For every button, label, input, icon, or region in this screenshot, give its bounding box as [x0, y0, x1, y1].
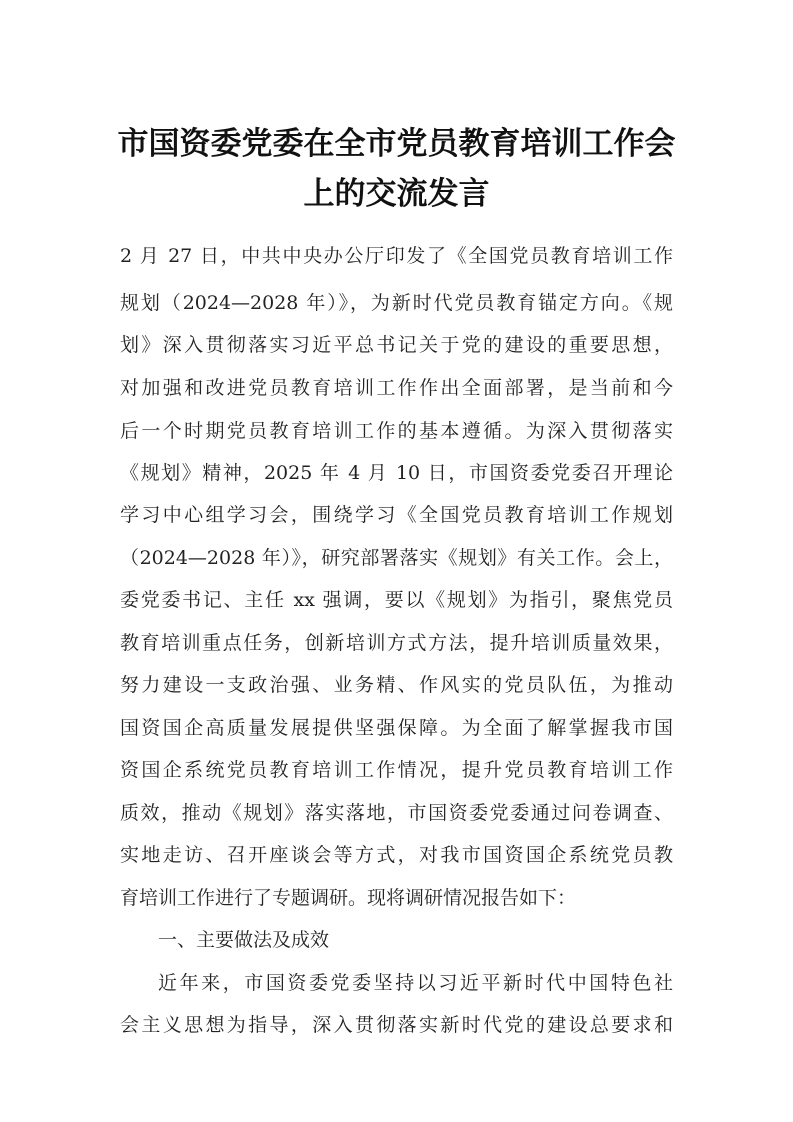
section-heading: 一、主要做法及成效	[158, 929, 330, 951]
paragraph-line: 努力建设一支政治强、业务精、作风实的党员队伍，为推动	[120, 674, 673, 696]
document-title-line-2: 上的交流发言	[303, 176, 490, 212]
paragraph-line: 规划（2024—2028 年）》，为新时代党员教育锚定方向。《规	[120, 292, 673, 314]
paragraph-line: 后一个时期党员教育培训工作的基本遵循。为深入贯彻落实	[120, 420, 673, 442]
paragraph-line: 划》深入贯彻落实习近平总书记关于党的建设的重要思想，	[120, 334, 673, 356]
paragraph-line: 教育培训重点任务，创新培训方式方法，提升培训质量效果，	[120, 632, 673, 654]
paragraph-line: 委党委书记、主任 xx 强调，要以《规划》为指引，聚焦党员	[120, 589, 673, 611]
paragraph-line: 资国企系统党员教育培训工作情况，提升党员教育培训工作	[120, 759, 673, 781]
paragraph-line: 《规划》精神，2025 年 4 月 10 日，市国资委党委召开理论	[120, 462, 673, 484]
paragraph-line: （2024—2028 年）》，研究部署落实《规划》有关工作。会上，	[120, 547, 673, 569]
paragraph-line: 国资国企高质量发展提供坚强保障。为全面了解掌握我市国	[120, 717, 673, 739]
paragraph-line: 学习中心组学习会，围绕学习《全国党员教育培训工作规划	[120, 504, 673, 526]
paragraph-line: 近年来，市国资委党委坚持以习近平新时代中国特色社	[158, 972, 673, 994]
document-title-line-1: 市国资委党委在全市党员教育培训工作会	[117, 126, 676, 162]
paragraph-line: 质效，推动《规划》落实落地，市国资委党委通过问卷调查、	[120, 802, 673, 824]
paragraph-line: 育培训工作进行了专题调研。现将调研情况报告如下：	[120, 887, 577, 909]
paragraph-line: 实地走访、召开座谈会等方式，对我市国资国企系统党员教	[120, 844, 673, 866]
paragraph-line: 会主义思想为指导，深入贯彻落实新时代党的建设总要求和	[120, 1014, 673, 1036]
paragraph-line: 对加强和改进党员教育培训工作作出全面部署，是当前和今	[120, 377, 673, 399]
paragraph-line: 2 月 27 日，中共中央办公厅印发了《全国党员教育培训工作	[120, 245, 673, 267]
